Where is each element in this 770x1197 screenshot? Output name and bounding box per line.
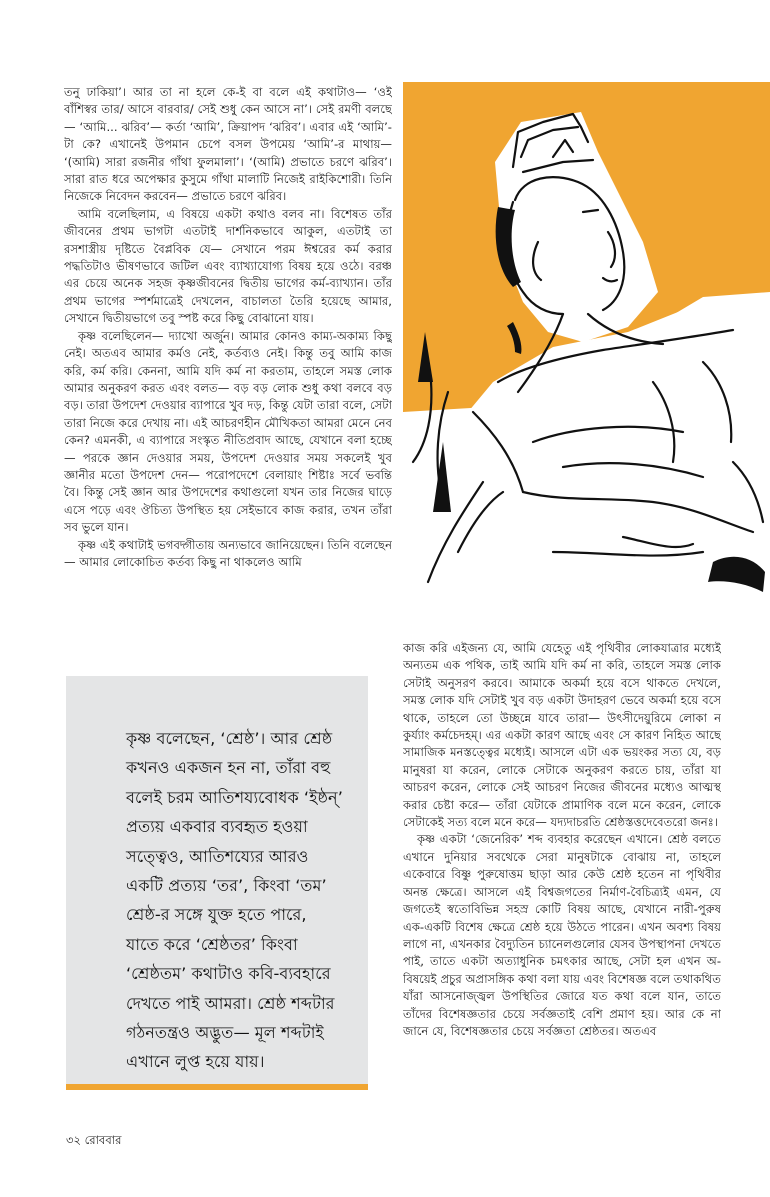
pull-quote-text: কৃষ্ণ বলেছেন, ‘শ্রেষ্ঠ’। আর শ্রেষ্ঠ কখনও একজন হন না, তাঁরা বহু বলেই চরম আতিশয্যবোধক ‘ইষ্ঠন্’ প্রত্যয় একবার ব্যবহৃত হওয়া সত্ত্বেও, আতিশয্যের আরও একটি প্রত্যয় ‘তর’, কিংবা ‘তম’ শ্রেষ্ঠ-র সঙ্গে যুক্ত হতে পারে, যাতে করে ‘শ্রেষ্ঠতর’ কিংবা ‘শ্রেষ্ঠতম’ কথাটাও কবি-ব্যবহারে দেখতে পাই আমরা। শ্রেষ্ঠ শব্দটার গঠনতন্ত্রও অদ্ভুত— মূল শব্দটাই এখানে লুপ্ত হয়ে যায়।	[126, 729, 343, 1072]
paragraph: কৃষ্ণ এই কথাটাই ভগবদ্গীতায় অন্যভাবে জানিয়েছেন। তিনি বলেছেন— আমার লোকোচিত কর্তব্য কিছু না থাকলেও আমি	[64, 537, 392, 569]
paragraph: আমি বলেছিলাম, এ বিষয়ে একটা কথাও বলব না। বিশেষত তাঁর জীবনের প্রথম ভাগটা এতটাই দার্শনিকভাবে আকুল, এতটাই তা রসশাস্ত্রীয় দৃষ্টিতে বৈপ্লবিক যে— সেখানে পরম ঈশ্বরের কর্ম করার পদ্ধতিটাও ভীষণভাবে জটিল এবং ব্যাখ্যাযোগ্য বিষয় হয়ে ওঠে। বরঞ্চ এর চেয়ে অনেক সহজ কৃষ্ণজীবনের দ্বিতীয় ভাগের কর্ম-ব্যাখ্যান। তাঁর প্রথম ভাগের স্পর্শমাত্রেই দেখলেন, বাচালতা তৈরি হয়েছে আমার, সেখানে দ্বিতীয়ভাগে তবু স্পষ্ট করে কিছু বোঝানো যায়।	[64, 206, 392, 326]
paragraph: কাজ করি এইজন্য যে, আমি যেহেতু এই পৃথিবীর লোকযাত্রার মধ্যেই অন্যতম এক পথিক, তাই আমি যদি কর্ম না করি, তাহলে সমস্ত লোক সেটাই অনুসরণ করবে। আমাকে অকর্মা হয়ে বসে থাকতে দেখলে, সমস্ত লোক যদি সেটাই খুব বড় একটা উদাহরণ ভেবে অকর্মা হয়ে বসে থাকে, তাহলে তো উচ্ছন্নে যাবে তারা— উৎসীদেয়ুরিমে লোকা ন কুর্য্যাং কর্মচেদহম্। এর একটা কারণ আছে এবং সে কারণ নিহিত আছে সামাজিক মনস্তত্ত্বের মধ্যেই। আসলে এটা এক ভয়ংকর সত্য যে, বড় মানুষরা যা করেন, লোকে সেটাকে অনুকরণ করতে চায়, তাঁরা যা আচরণ করেন, লোকে সেই আচরণ নিজের জীবনের মধ্যেও আত্মস্থ করার চেষ্টা করে— তাঁরা যেটাকে প্রামাণিক বলে মনে করেন, লোকে সেটাকেই সত্য বলে মনে করে— যদ্যদাচরতি শ্রেষ্ঠস্তত্তদেবেতরো জনঃ।	[403, 641, 721, 830]
paragraph: কৃষ্ণ বলেছিলেন— দ্যাখো অর্জুন। আমার কোনও কাম্য-অকাম্য কিছু নেই। অতএব আমার কর্মও নেই, কর্তব্যও নেই। কিন্তু তবু আমি কাজ করি, কর্ম করি। কেননা, আমি যদি কর্ম না করতাম, তাহলে সমস্ত লোক আমার অনুকরণ করত এবং বলত— বড় বড় লোক শুধু কথা বলবে বড় বড়। তারা উপদেশ দেওয়ার ব্যাপারে খুব দড়, কিন্তু যেটা তারা বলে, সেটা তারা নিজে করে দেখায় না। এই আচরণহীন মৌখিকতা আমরা মেনে নেব কেন? এমনকী, এ ব্যাপারে সংস্কৃত নীতিপ্রবাদ আছে, যেখানে বলা হচ্ছে— পরকে জ্ঞান দেওয়ার সময়, উপদেশ দেওয়ার সময় সকলেই খুব জ্ঞানীর মতো উপদেশ দেন— পরোপদেশে বেলায়াং শিষ্টাঃ সর্বে ভবন্তি বৈ। কিন্তু সেই জ্ঞান আর উপদেশের কথাগুলো যখন তার নিজের ঘাড়ে এসে পড়ে এবং ঔচিত্য উপস্থিত হয় সেইভাবে কাজ করার, তখন তাঁরা সব ভুলে যান।	[64, 328, 392, 535]
article-left-column	[64, 84, 392, 644]
paragraph: কৃষ্ণ একটা ‘জেনেরিক’ শব্দ ব্যবহার করেছেন এখানে। শ্রেষ্ঠ বলতে এখানে দুনিয়ার সবথেকে সেরা মানুষটাকে বোঝায় না, তাহলে একেবারে বিষ্ণু পুরুষোত্তম ছাড়া আর কেউ শ্রেষ্ঠ হতেন না পৃথিবীর অনন্ত ক্ষেত্রে। আসলে এই বিশ্বজগতের নির্মাণ-বৈচিত্র্যই এমন, যে জগতেই স্বতোবিভিন্ন সহস্র কোটি বিষয় আছে, যেখানে নারী-পুরুষ এক-একটি বিশেষ ক্ষেত্রে শ্রেষ্ঠ হয়ে উঠতে পারেন। এখন অবশ্য বিষয় লাগে না, এখনকার বৈদ্যুতিন চ্যানেলগুলোর যেসব উপস্থাপনা দেখতে পাই, তাতে একটা অত্যাধুনিক চমৎকার আছে, সেটা হল এখন অ-বিষয়েই প্রচুর অপ্রাসঙ্গিক কথা বলা যায় এবং বিশেষজ্ঞ বলে তথাকথিত যাঁরা আসনোজ্জ্বল উপস্থিতির জোরে যত কথা বলে যান, তাতে তাঁদের বিশেষজ্ঞতার চেয়ে সর্বজ্ঞতাই বেশি প্রমাণ হয়। আর কে না জানে যে, বিশেষজ্ঞতার চেয়ে সর্বজ্ঞতা শ্রেষ্ঠতর। অতএব	[403, 832, 721, 1038]
page-folio: ৩২ রোববার	[66, 1133, 122, 1147]
article-right-column	[403, 640, 721, 1145]
pull-quote-box	[66, 676, 368, 1084]
paragraph: তনু ঢাকিয়া’। আর তা না হলে কে-ই বা বলে এই কথাটাও— ‘ওই বাঁশিস্বর তার/ আসে বারবার/ সেই শুধু কেন আসে না’। সেই রমণী বলছে— ‘আমি... ঝরিব’— কর্তা ‘আমি’, ক্রিয়াপদ ‘ঝরিব’। এবার এই ‘আমি’-টা কে? এখানেই উপমান চেপে বসল উপমেয় ‘আমি’-র মাথায়— ‘(আমি) সারা রজনীর গাঁথা ফুলমালা’। ‘(আমি) প্রভাতে চরণে ঝরিব’। সারা রাত ধরে অপেক্ষার কুসুমে গাঁথা মালাটি নিজেই রাইকিশোরী। তিনি নিজেকে নিবেদন করবেন— প্রভাতে চরণে ঝরিব।	[64, 85, 392, 204]
krishna-illustration	[403, 82, 770, 607]
pull-quote-rule	[66, 1084, 368, 1090]
